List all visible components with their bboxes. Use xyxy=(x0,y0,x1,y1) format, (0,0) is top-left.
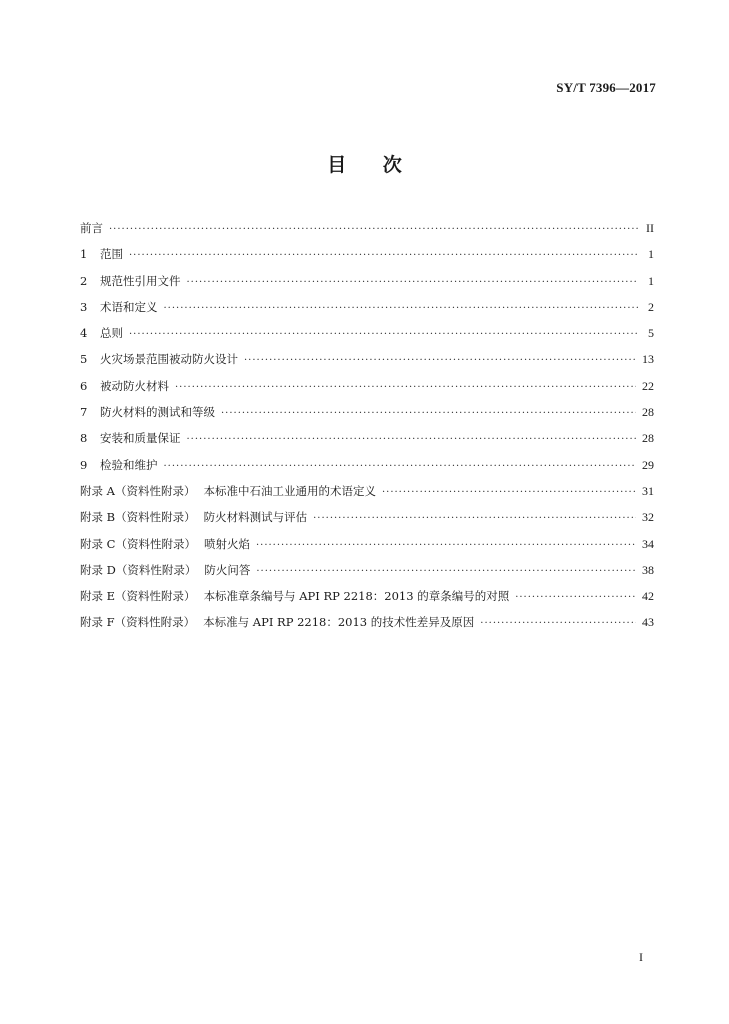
toc-entry[interactable] xyxy=(80,536,654,562)
toc-entry-label xyxy=(100,246,123,262)
toc-entry-title: 喷射火焰 xyxy=(203,536,250,551)
toc-leader-dots xyxy=(256,566,636,577)
toc-entry[interactable] xyxy=(80,273,654,299)
toc-entry[interactable] xyxy=(80,430,654,456)
toc-entry-appendix-tag: 附录 C（资料性附录） xyxy=(80,536,196,551)
toc-entry-label xyxy=(80,588,509,604)
toc-entry[interactable] xyxy=(80,220,654,246)
toc-entry-appendix-tag: 附录 F（资料性附录） xyxy=(80,615,196,630)
toc-entry[interactable] xyxy=(80,457,654,483)
toc-entry-page: 1 xyxy=(648,273,654,288)
toc-entry-label xyxy=(100,299,158,315)
toc-leader-dots xyxy=(256,540,636,551)
toc-entry-label xyxy=(80,509,307,525)
toc-entry-label xyxy=(80,220,103,236)
toc-entry-label xyxy=(100,404,215,420)
toc-entry[interactable] xyxy=(80,614,654,640)
toc-entry-title: 规范性引用文件 xyxy=(100,273,181,288)
toc-entry-number: 4 xyxy=(80,326,88,341)
toc-entry-title: 本标准与 API RP 2218：2013 的技术性差异及原因 xyxy=(203,615,475,630)
page-number: I xyxy=(639,950,643,964)
toc-leader-dots xyxy=(480,618,636,629)
toc-entry[interactable] xyxy=(80,246,654,272)
toc-leader-dots xyxy=(187,277,639,288)
toc-entry-number: 1 xyxy=(80,247,88,262)
toc-entry-number: 8 xyxy=(80,431,88,446)
toc-leader-dots xyxy=(164,303,639,314)
toc-entry-page: 31 xyxy=(642,483,654,498)
toc-leader-dots xyxy=(382,487,636,498)
toc-entry-title: 检验和维护 xyxy=(100,457,158,472)
toc-entry-label xyxy=(80,614,474,630)
toc-entry[interactable] xyxy=(80,588,654,614)
page-title: 目 次 xyxy=(327,154,402,176)
toc-entry[interactable] xyxy=(80,483,654,509)
toc-entry-page: 13 xyxy=(642,352,654,367)
toc-entry[interactable] xyxy=(80,562,654,588)
toc-entry-label xyxy=(80,536,250,552)
toc-entry-title: 防火材料的测试和等级 xyxy=(100,405,215,420)
toc-leader-dots xyxy=(175,382,636,393)
toc-leader-dots xyxy=(164,461,637,472)
toc-entry[interactable] xyxy=(80,325,654,351)
toc-entry-label xyxy=(100,457,158,473)
toc-leader-dots xyxy=(313,513,636,524)
toc-leader-dots xyxy=(129,250,638,261)
toc-entry[interactable] xyxy=(80,378,654,404)
toc-entry-page: 32 xyxy=(642,510,654,525)
toc-entry-label xyxy=(80,562,250,578)
table-of-contents xyxy=(80,220,654,641)
toc-entry-title: 防火材料测试与评估 xyxy=(203,510,308,525)
toc-entry[interactable] xyxy=(80,404,654,430)
toc-entry-page: 2 xyxy=(648,299,654,314)
toc-leader-dots xyxy=(515,592,636,603)
toc-entry-page: 43 xyxy=(642,615,654,630)
toc-entry-title: 范围 xyxy=(100,247,123,262)
toc-leader-dots xyxy=(221,408,636,419)
toc-entry[interactable] xyxy=(80,509,654,535)
toc-entry-number: 9 xyxy=(80,457,88,472)
toc-entry-title: 前言 xyxy=(80,221,103,235)
toc-entry-title: 本标准中石油工业通用的术语定义 xyxy=(203,483,376,498)
toc-entry-page: 5 xyxy=(648,326,654,341)
toc-entry-title: 火灾场景范围被动防火设计 xyxy=(100,352,238,367)
toc-entry-page: 34 xyxy=(642,536,654,551)
toc-entry-page: 22 xyxy=(642,378,654,393)
toc-leader-dots xyxy=(109,224,638,235)
toc-entry-label xyxy=(100,430,181,446)
toc-leader-dots xyxy=(187,434,637,445)
toc-entry-appendix-tag: 附录 E（资料性附录） xyxy=(80,589,196,604)
toc-entry-number: 6 xyxy=(80,378,88,393)
toc-entry-label xyxy=(80,483,376,499)
toc-entry-number: 5 xyxy=(80,352,88,367)
toc-entry-title: 本标准章条编号与 API RP 2218：2013 的章条编号的对照 xyxy=(203,589,510,604)
toc-entry-page: 28 xyxy=(642,405,654,420)
toc-entry-label xyxy=(100,378,169,394)
toc-entry-label xyxy=(100,325,123,341)
toc-entry-title: 被动防火材料 xyxy=(100,378,169,393)
toc-entry-appendix-tag: 附录 A（资料性附录） xyxy=(80,483,196,498)
toc-entry-number: 3 xyxy=(80,299,88,314)
toc-leader-dots xyxy=(244,355,636,366)
toc-entry-title: 术语和定义 xyxy=(100,299,158,314)
toc-entry-label xyxy=(100,351,238,367)
standard-code: SY/T 7396—2017 xyxy=(556,80,656,95)
toc-entry-title: 防火问答 xyxy=(204,562,251,577)
toc-entry-page: 29 xyxy=(642,457,654,472)
toc-entry[interactable] xyxy=(80,351,654,377)
toc-entry-page: 38 xyxy=(642,562,654,577)
toc-leader-dots xyxy=(129,329,638,340)
toc-entry-number: 7 xyxy=(80,405,88,420)
toc-entry-title: 总则 xyxy=(100,326,123,341)
toc-entry-page: II xyxy=(646,221,654,235)
toc-entry-number: 2 xyxy=(80,273,88,288)
toc-entry-page: 28 xyxy=(642,431,654,446)
toc-entry[interactable] xyxy=(80,299,654,325)
toc-entry-page: 1 xyxy=(648,247,654,262)
toc-entry-appendix-tag: 附录 D（资料性附录） xyxy=(80,562,197,577)
toc-entry-page: 42 xyxy=(642,589,654,604)
toc-entry-appendix-tag: 附录 B（资料性附录） xyxy=(80,510,196,525)
toc-entry-label xyxy=(100,273,181,289)
toc-entry-title: 安装和质量保证 xyxy=(100,431,181,446)
